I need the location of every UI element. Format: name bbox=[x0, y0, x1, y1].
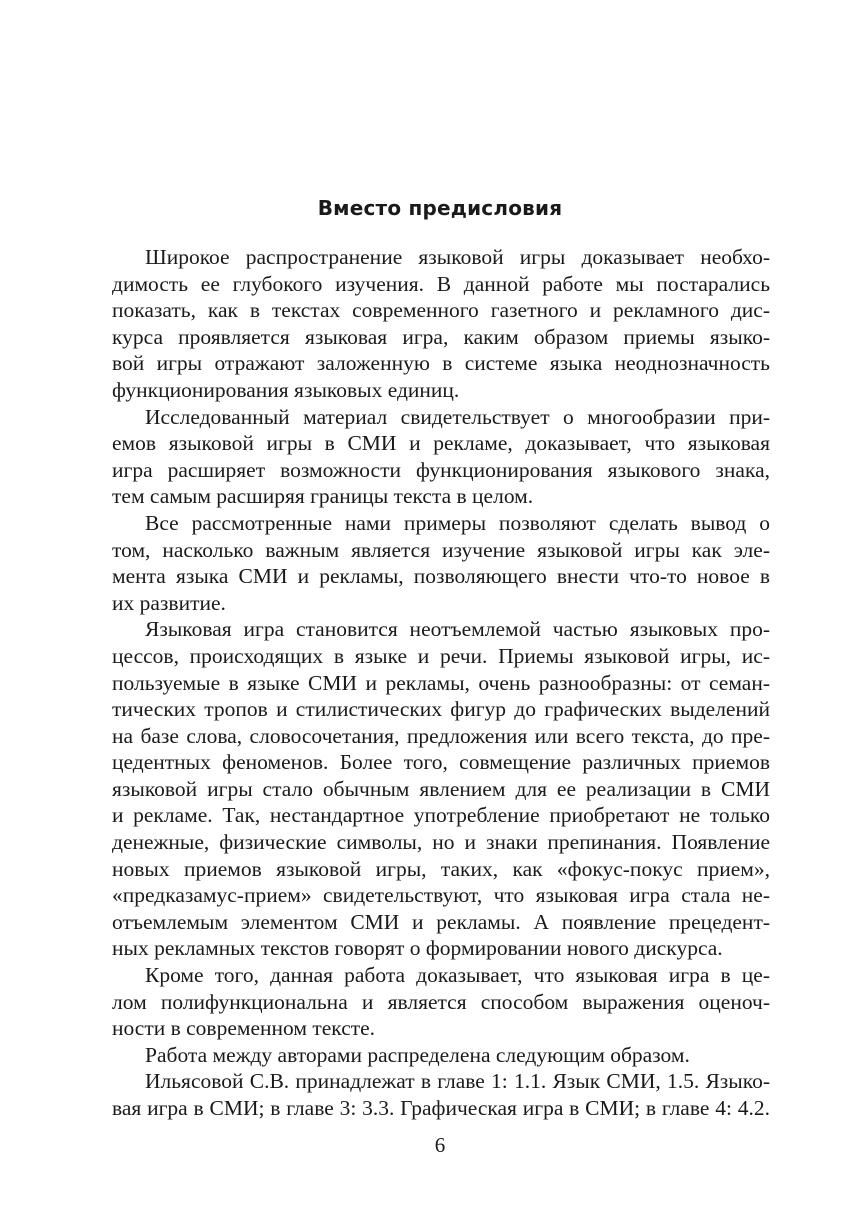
text-line: Широкое распространение языковой игры доказывает необхо- bbox=[145, 245, 770, 269]
text-line: Языковая игра становится неотъемлемой частью языковых про- bbox=[145, 617, 770, 642]
text-line: мента языка СМИ и рекламы, позволяющего внести что-то новое в bbox=[112, 564, 770, 589]
text-line: Работа между авторами распределена следующим образом. bbox=[145, 1042, 690, 1067]
paragraph bbox=[112, 244, 770, 404]
text-line: Исследованный материал свидетельствует о многообразии при- bbox=[145, 404, 770, 429]
text-line: цессов, происходящих в языке и речи. Приемы языковой игры, ис- bbox=[112, 643, 770, 668]
page-number: 6 bbox=[434, 1133, 446, 1157]
text-line: игра расширяет возможности функционирования языкового знака, bbox=[112, 457, 770, 482]
text-line: денежные, физические символы, но и знаки препинания. Появление bbox=[112, 830, 770, 855]
text-line: языковой игры стало обычным явлением для ее реализации в СМИ bbox=[112, 776, 770, 801]
text-line: цедентных феноменов. Более того, совмещение различных приемов bbox=[112, 750, 770, 775]
page-title: Вместо предисловия bbox=[317, 196, 563, 220]
paragraph bbox=[112, 962, 770, 1042]
paragraph bbox=[112, 1042, 770, 1069]
text-line: курса проявляется языковая игра, каким образом приемы языко- bbox=[112, 324, 770, 349]
text-line: ности в современном тексте. bbox=[112, 1016, 376, 1041]
text-line: отъемлемым элементом СМИ и рекламы. А появление прецедент- bbox=[112, 909, 770, 934]
text-line: Ильясовой С.В. принадлежат в главе 1: 1.1. Язык СМИ, 1.5. Языко- bbox=[145, 1069, 770, 1094]
paragraph bbox=[112, 404, 770, 510]
text-line: Кроме того, данная работа доказывает, что языковая игра в це- bbox=[145, 963, 770, 988]
text-line: пользуемые в языке СМИ и рекламы, очень разнообразны: от семан- bbox=[112, 670, 770, 695]
text-line: тических тропов и стилистических фигур до графических выделений bbox=[112, 697, 770, 722]
text-line: функционирования языковых единиц. bbox=[112, 377, 460, 402]
text-line: ных рекламных текстов говорят о формировании нового дискурса. bbox=[112, 936, 723, 961]
paragraph bbox=[112, 1068, 770, 1121]
text-line: показать, как в текстах современного газетного и рекламного дис- bbox=[112, 298, 770, 323]
body-text bbox=[112, 244, 770, 1122]
text-line: вой игры отражают заложенную в системе языка неоднозначность bbox=[112, 351, 770, 376]
text-line: димость ее глубокого изучения. В данной работе мы постарались bbox=[112, 271, 770, 296]
paragraph bbox=[112, 616, 770, 962]
text-line: лом полифункциональна и является способом выражения оценоч- bbox=[112, 989, 770, 1014]
text-line: вая игра в СМИ; в главе 3: 3.3. Графическая игра в СМИ; в главе 4: 4.2. bbox=[112, 1096, 770, 1120]
text-line: и рекламе. Так, нестандартное употребление приобретают не только bbox=[112, 803, 770, 828]
text-line: новых приемов языковой игры, таких, как «фокус-покус прием», bbox=[112, 856, 770, 881]
text-line: том, насколько важным является изучение языковой игры как эле- bbox=[112, 537, 770, 562]
text-line: их развитие. bbox=[112, 590, 226, 615]
text-line: тем самым расширяя границы текста в целом. bbox=[112, 484, 534, 509]
text-line: Все рассмотренные нами примеры позволяют сделать вывод о bbox=[145, 510, 770, 535]
paragraph bbox=[112, 510, 770, 616]
text-line: на базе слова, словосочетания, предложения или всего текста, до пре- bbox=[112, 723, 770, 748]
text-line: емов языковой игры в СМИ и рекламе, доказывает, что языковая bbox=[112, 431, 770, 456]
text-line: «предказамус-прием» свидетельствуют, что языковая игра стала не- bbox=[112, 883, 770, 908]
